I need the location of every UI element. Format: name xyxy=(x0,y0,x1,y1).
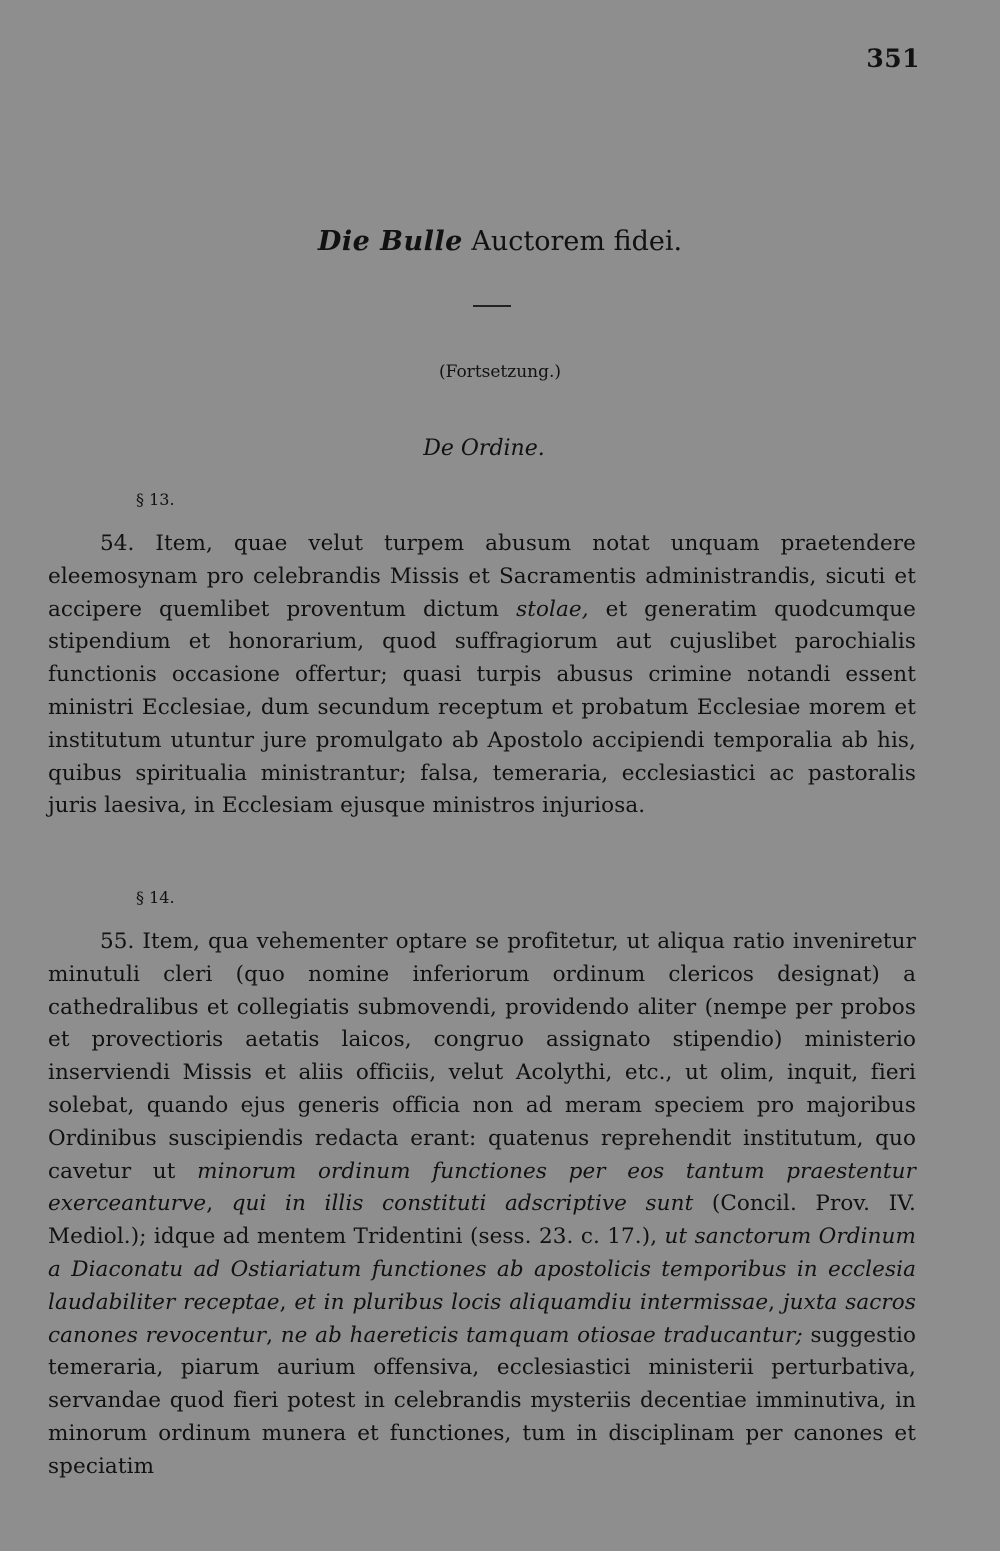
italic-run: juxta sacros canones revocentur xyxy=(48,1289,916,1348)
text-run: 55. Item, qua vehementer optare se profitetur, ut aliqua ratio inveniretur minutuli cleri (quo nomine inferiorum ordinum clericos designat) a cathedralibus et collegiatis submovendi, providendo aliter (nempe per probos et provectioris aetatis laicos, congruo assignato stipendio) ministerio inserviendi Missis et aliis officiis, velut Acolythi, etc., ut olim, inquit, fieri solebat, quando ejus generis officia non ad meram speciem pro majoribus Ordinibus suscipiendis redacta erant: quatenus reprehendit institutum, quo cavetur ut xyxy=(48,929,916,1184)
title-latin: Auctorem fidei. xyxy=(471,226,683,257)
italic-run: qui in illis constituti adscriptive sunt xyxy=(231,1191,694,1217)
section-subtitle: De Ordine. xyxy=(423,436,545,461)
italic-run: minorum ordinum functiones per eos tantum praestentur exerceanturve xyxy=(48,1158,916,1217)
text-run: 54. Item, quae velut turpem abusum notat unquam praetendere eleemosynam pro celebrandis Missis et Sacramentis administrandis, sicuti et accipere quemlibet proventum dictum xyxy=(48,531,916,622)
paragraph-55 xyxy=(48,926,916,1484)
text-run: et generatim quodcumque stipendium et honorarium, quod suffragiorum aut cujuslibet parochialis functionis occasione offertur; quasi turpis abusus crimine notandi essent ministri Ecclesiae, dum secundum receptum et probatum Ecclesiae morem et institutum utuntur jure promulgato ab Apostolo accipiendi temporalia ab his, quibus spiritualia ministrantur; falsa, temeraria, ecclesiastici ac pastoralis juris laesiva, in Ecclesiam ejusque ministros injuriosa. xyxy=(48,596,917,819)
text-run: , xyxy=(279,1289,295,1315)
italic-run: ne ab haereticis tamquam otiosae traducantur; xyxy=(280,1322,803,1348)
text-run: suggestio temeraria, piarum aurium offensiva, ecclesiastici ministerii perturbativa, servandae quod fieri potest in celebrandis mysteriis decentiae imminutiva, in minorum ordinum munera et functiones, tum in disciplinam per canones et speciatim xyxy=(48,1322,916,1479)
title-divider xyxy=(473,305,511,307)
italic-run: ut sanctorum Ordinum a Diaconatu ad Ostiariatum functiones ab apostolicis temporibus in ecclesia laudabiliter receptae xyxy=(48,1224,916,1315)
page-number: 351 xyxy=(866,44,920,73)
section-mark-13: § 13. xyxy=(136,490,175,509)
title-blackletter: Die Bulle xyxy=(317,226,463,257)
text-run: (Concil. Prov. IV. Mediol.); idque ad mentem Tridentini (sess. 23. c. 17.), xyxy=(48,1191,916,1250)
text-run: , xyxy=(768,1289,783,1315)
text-run: , xyxy=(206,1191,232,1217)
italic-run: stolae, xyxy=(516,596,589,622)
section-mark-14: § 14. xyxy=(136,888,175,907)
continued-note: (Fortsetzung.) xyxy=(438,362,562,382)
italic-run: et in pluribus locis aliquamdiu intermissae xyxy=(294,1289,769,1315)
page-title xyxy=(0,226,1000,257)
paragraph-54 xyxy=(48,528,916,823)
text-run: , xyxy=(266,1322,281,1348)
